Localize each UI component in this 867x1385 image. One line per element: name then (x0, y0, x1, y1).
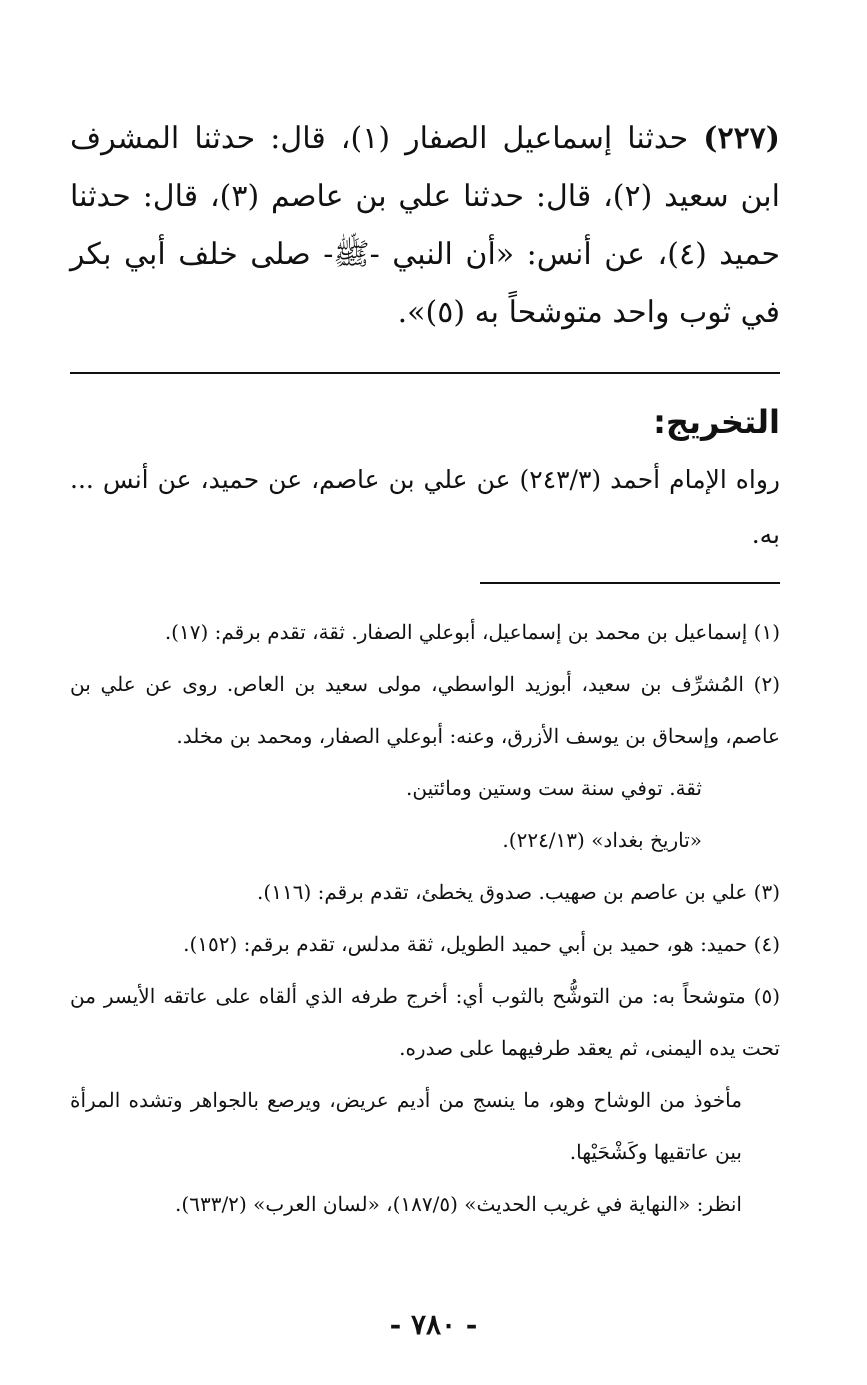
footnote-2-source: «تاريخ بغداد» (٢٢٤/١٣). (502, 828, 702, 852)
footnote-5-references: انظر: «النهاية في غريب الحديث» (١٨٧/٥)، «لسان العرب» (٦٣٣/٢). (175, 1192, 742, 1216)
section-divider (70, 372, 780, 374)
footnote-1: (١) إسماعيل بن محمد بن إسماعيل، أبوعلي الصفار. ثقة، تقدم برقم: (١٧). (164, 620, 780, 644)
page-body (70, 110, 780, 1230)
hadith-number: (٢٢٧) (703, 121, 780, 156)
footnotes (70, 606, 780, 1230)
hadith-text: حدثنا إسماعيل الصفار (١)، قال: حدثنا المشرف ابن سعيد (٢)، قال: حدثنا علي بن عاصم (٣)، قال: حدثنا حميد (٤)، عن أنس: «أن النبي -ﷺ- صلى خلف أبي بكر في ثوب واحد متوشحاً به (٥)». (70, 121, 780, 330)
hadith-paragraph (70, 110, 780, 342)
takhrij-text: رواه الإمام أحمد (٢٤٣/٣) عن علي بن عاصم، عن حميد، عن أنس ... به. (70, 465, 780, 549)
footnote-5: (٥) متوشحاً به: من التوشُّح بالثوب أي: أخرج طرفه الذي ألقاه على عاتقه الأيسر من تحت يده اليمنى، ثم يعقد طرفيهما على صدره. (70, 984, 780, 1060)
footnote-divider (480, 582, 780, 584)
footnote-2-grade: ثقة. توفي سنة ست وستين ومائتين. (406, 776, 702, 800)
footnote-5-etymology: مأخوذ من الوشاح وهو، ما ينسج من أديم عريض، ويرصع بالجواهر وتشده المرأة بين عاتقيها وكَشْحَيْها. (70, 1088, 742, 1164)
footnote-4: (٤) حميد: هو، حميد بن أبي حميد الطويل، ثقة مدلس، تقدم برقم: (١٥٢). (183, 932, 780, 956)
page-number: - ٧٨٠ - (389, 1308, 478, 1341)
footnote-3: (٣) علي بن عاصم بن صهيب. صدوق يخطئ، تقدم برقم: (١١٦). (257, 880, 780, 904)
takhrij-heading: التخريج: (653, 403, 780, 441)
footnote-2: (٢) المُشرِّف بن سعيد، أبوزيد الواسطي، مولى سعيد بن العاص. روى عن علي بن عاصم، وإسحاق بن يوسف الأزرق، وعنه: أبوعلي الصفار، ومحمد بن مخلد. (70, 672, 780, 748)
